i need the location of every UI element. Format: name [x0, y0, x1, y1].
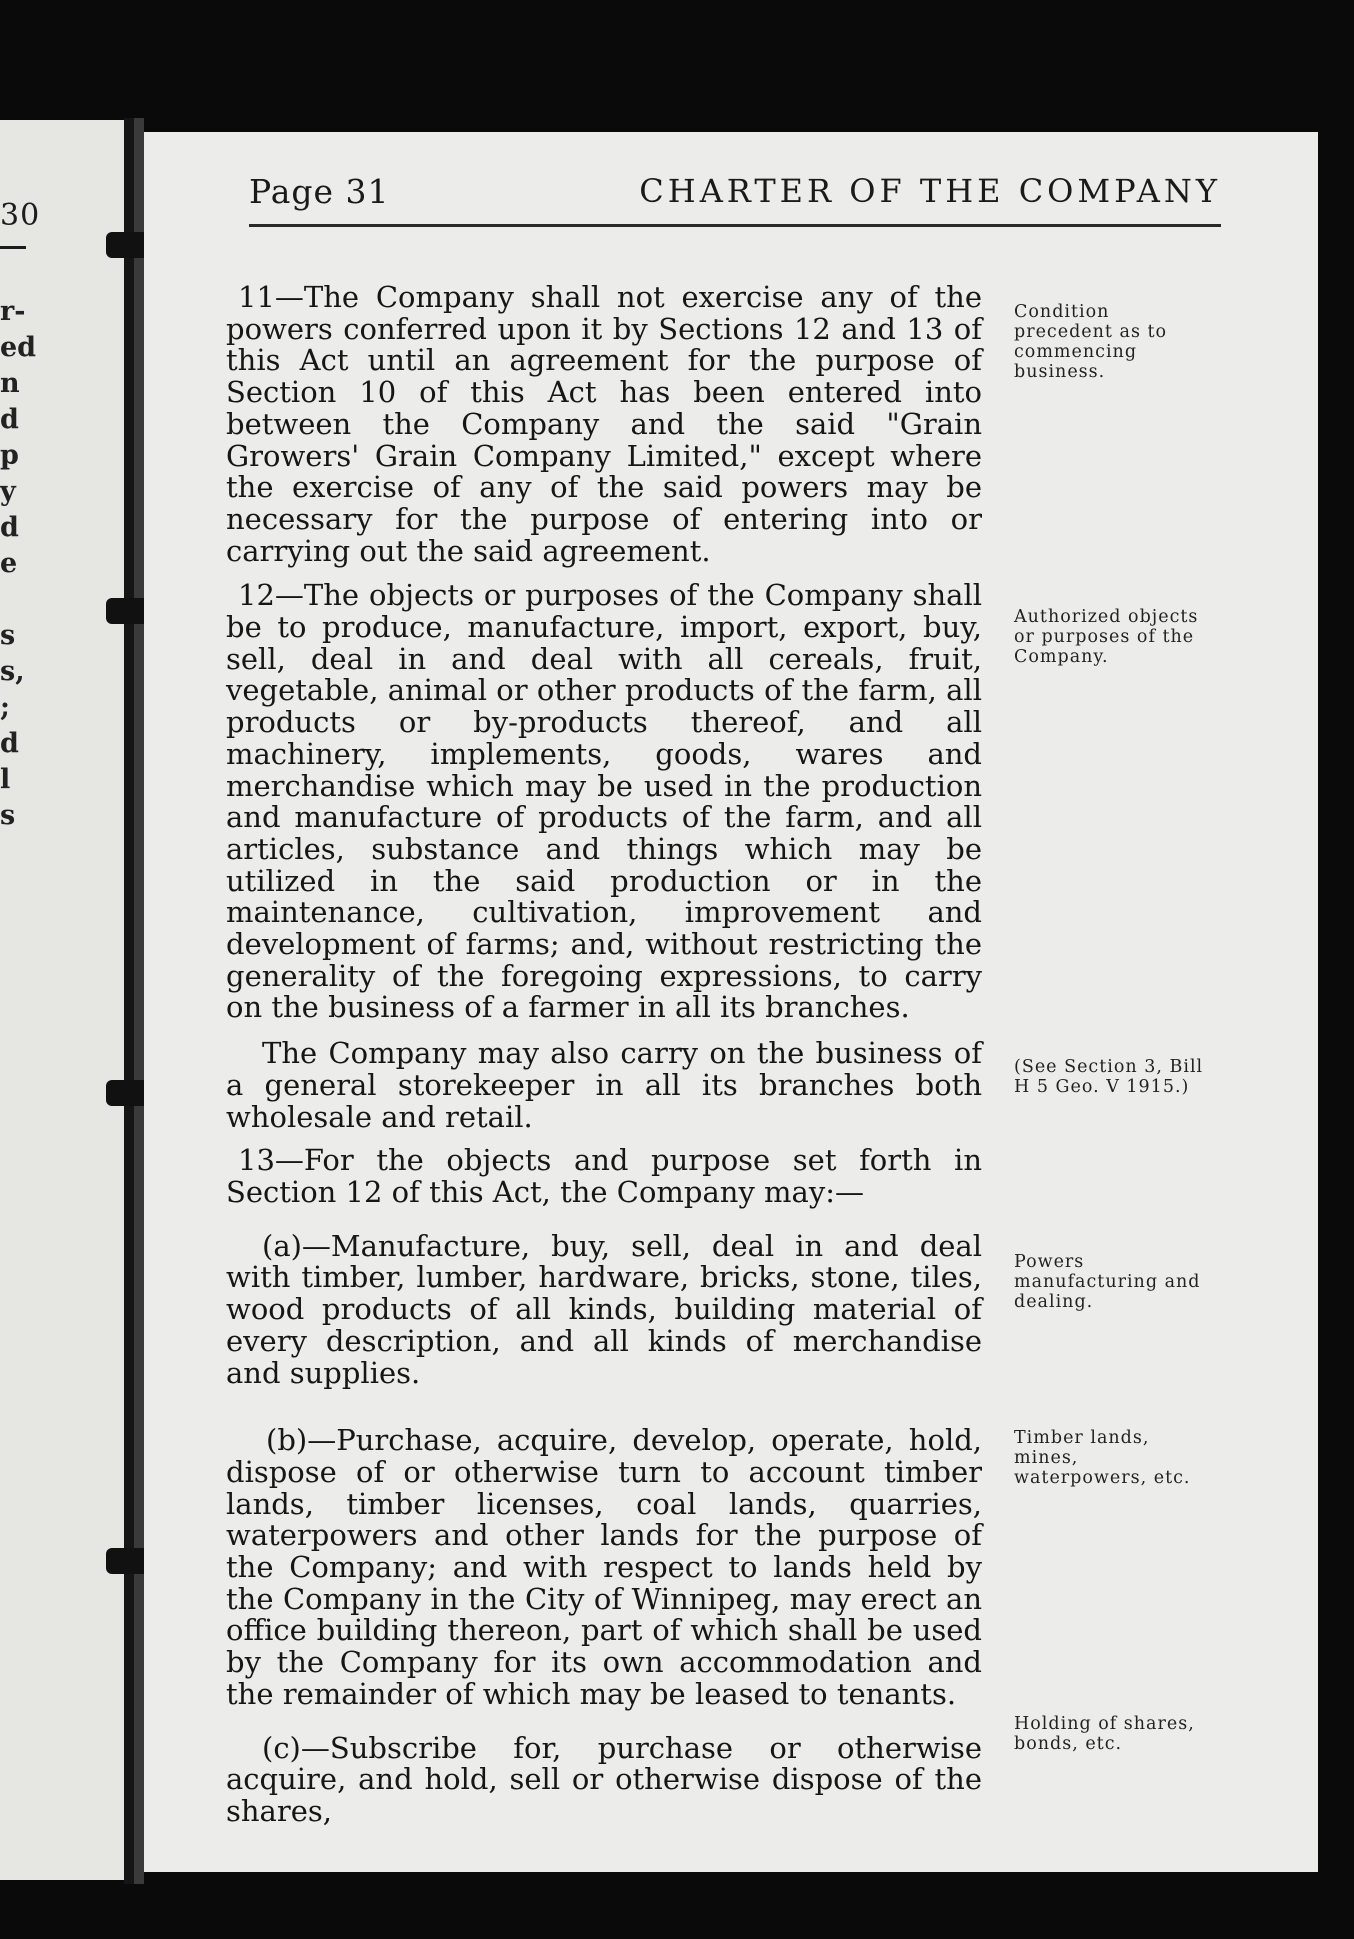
line-fragment: ed — [0, 332, 37, 363]
previous-page-number: 30 — [0, 198, 41, 233]
line-fragment — [0, 584, 30, 620]
section-11: 11—The Company shall not exercise any of the powers conferred upon it by Sections 12 and 13 of this Act until an agreement for the purpose of Section 10 of this Act has been entered into between the Company and the said "Grain Growers' Grain Company Limited," except where the exercise of any of the said powers may be necessary for the purpose of entering into or carrying out the said agreement. — [226, 280, 982, 568]
margin-note-12: Authorized objects or purposes of the Company. — [1014, 607, 1199, 667]
line-fragment: d — [0, 728, 19, 759]
line-fragment: e — [0, 548, 18, 579]
margin-note-see-section: (See Section 3, Bill H 5 Geo. V 1915.) — [1014, 1057, 1204, 1097]
line-fragment: y — [0, 476, 16, 507]
page-number: Page 31 — [249, 172, 390, 211]
line-fragment: n — [0, 368, 20, 399]
margin-note-11: Condition precedent as to commencing business. — [1014, 302, 1168, 382]
line-fragment: r- — [0, 296, 26, 327]
line-fragment: s, — [0, 656, 25, 687]
body-text — [226, 282, 982, 1828]
document-page — [144, 132, 1318, 1872]
running-header — [249, 172, 1221, 212]
line-fragment: l — [0, 764, 11, 795]
previous-page-line-fragments — [0, 296, 37, 836]
margin-note-13b: Timber lands, mines, waterpowers, etc. — [1014, 1428, 1191, 1488]
line-fragment: ; — [0, 692, 10, 723]
section-13-c: (c)—Subscribe for, purchase or otherwise acquire, and hold, sell or otherwise dispose of the shares, — [226, 1730, 982, 1828]
spine-gutter — [134, 118, 144, 1884]
section-12: 12—The objects or purposes of the Company shall be to produce, manufacture, import, export, buy, sell, deal in and deal with all cereals, fruit, vegetable, animal or other products of the farm, all products or by-products thereof, and all machinery, implements, goods, wares and merchandise which may be used in the production and manufacture of products of the farm, and all articles, substance and things which may be utilized in the said production or in the maintenance, cultivation, improvement and development of farms; and, without restricting the generality of the foregoing expressions, to carry on the business of a farmer in all its branches. — [226, 578, 982, 1025]
section-13-b: (b)—Purchase, acquire, develop, operate, hold, dispose of or otherwise turn to account timber lands, timber licenses, coal lands, quarries, waterpowers and other lands for the purpose of the Company; and with respect to lands held by the Company in the City of Winnipeg, may erect an office building thereon, part of which shall be used by the Company for its own accommodation and the remainder of which may be leased to tenants. — [226, 1423, 982, 1711]
line-fragment: s — [0, 620, 16, 651]
line-fragment: p — [0, 440, 19, 471]
previous-page-fragment — [0, 120, 135, 1880]
section-12-storekeeper: The Company may also carry on the business of a general storekeeper in all its branches both wholesale and retail. — [226, 1036, 982, 1134]
running-title: CHARTER OF THE COMPANY — [639, 172, 1221, 210]
section-13-a: (a)—Manufacture, buy, sell, deal in and deal with timber, lumber, hardware, bricks, stone, tiles, wood products of all kinds, building material of every description, and all kinds of merchandise and supplies. — [226, 1228, 982, 1390]
line-fragment: d — [0, 512, 19, 543]
header-rule — [249, 224, 1221, 227]
margin-note-13c: Holding of shares, bonds, etc. — [1014, 1714, 1195, 1754]
line-fragment: d — [0, 404, 19, 435]
line-fragment: s — [0, 800, 16, 831]
section-13: 13—For the objects and purpose set forth in Section 12 of this Act, the Company may:— — [226, 1143, 982, 1209]
previous-page-header-rule — [0, 246, 26, 249]
margin-note-13a: Powers manufacturing and dealing. — [1014, 1252, 1201, 1312]
